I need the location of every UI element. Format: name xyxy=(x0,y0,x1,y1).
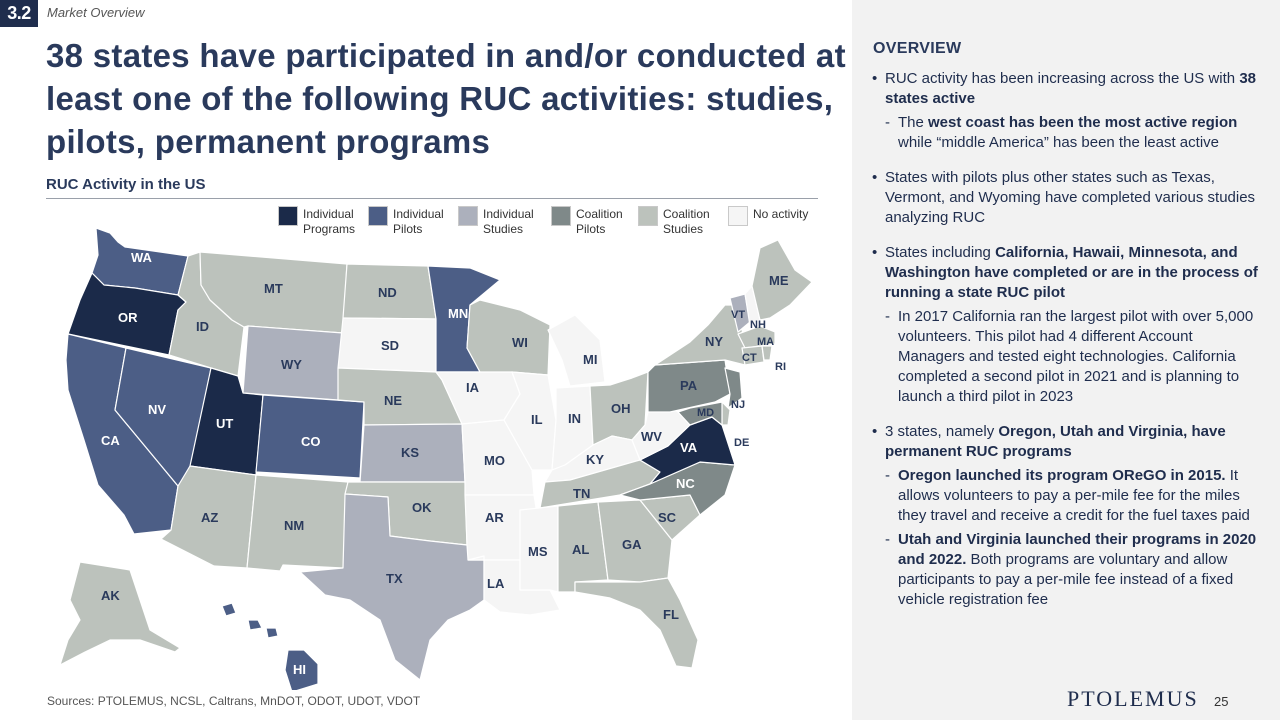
label-md: MD xyxy=(697,407,715,419)
label-ne: NE xyxy=(384,393,403,408)
label-ar: AR xyxy=(485,510,504,525)
overview-sub-west-coast xyxy=(872,113,1262,153)
label-il: IL xyxy=(531,412,543,427)
page-number: 25 xyxy=(1214,694,1229,709)
label-va: VA xyxy=(680,440,698,455)
sources-note: Sources: PTOLEMUS, NCSL, Caltrans, MnDOT, ODOT, UDOT, VDOT xyxy=(47,694,421,708)
sub-bold-text: Oregon launched its program OReGO in 2015. xyxy=(898,467,1226,484)
label-mo: MO xyxy=(484,453,505,468)
overview-bullet-programs xyxy=(872,422,1262,462)
label-vt: VT xyxy=(731,309,746,321)
label-oh: OH xyxy=(611,401,631,416)
label-pa: PA xyxy=(680,378,698,393)
legend-label: Coalition Pilots xyxy=(576,207,623,236)
label-az: AZ xyxy=(201,510,219,525)
label-wi: WI xyxy=(512,335,528,350)
label-ia: IA xyxy=(466,380,479,395)
section-name: Market Overview xyxy=(47,5,145,20)
legend-label: Individual Studies xyxy=(483,207,534,236)
bullet-bold-text: California, Hawaii, Minnesota, and Washington have completed or are in the process of running a state RUC pilot xyxy=(885,244,1258,301)
subtitle-divider xyxy=(46,198,818,199)
state-ri xyxy=(762,346,772,360)
spacer xyxy=(872,157,1262,168)
label-co: CO xyxy=(301,434,321,449)
overview-sub-utah-virginia xyxy=(872,530,1262,610)
label-ut: UT xyxy=(216,416,234,431)
sub-bold-text: west coast has been the most active region xyxy=(928,114,1238,131)
label-fl: FL xyxy=(663,607,679,622)
label-wy: WY xyxy=(281,357,302,372)
label-in: IN xyxy=(568,411,581,426)
map-subtitle: RUC Activity in the US xyxy=(46,176,206,193)
label-wv: WV xyxy=(641,429,662,444)
state-fl xyxy=(575,578,698,668)
label-ok: OK xyxy=(412,500,432,515)
label-ms: MS xyxy=(528,544,548,559)
overview-sub-california xyxy=(872,307,1262,407)
label-or: OR xyxy=(118,310,138,325)
sub-text: while “middle America” has been the least active xyxy=(898,134,1219,151)
overview-notes xyxy=(872,69,1262,614)
label-al: AL xyxy=(572,542,590,557)
spacer xyxy=(872,411,1262,422)
label-tx: TX xyxy=(386,571,403,586)
bullet-bold-text: 38 states active xyxy=(885,70,1257,107)
state-hi-island-2 xyxy=(248,620,262,630)
sub-text: It allows volunteers to pay a per-mile fee for the miles they travel and receive a credit for the fuel taxes paid xyxy=(898,467,1250,524)
bullet-text: States including xyxy=(885,244,996,261)
label-nc: NC xyxy=(676,476,695,491)
us-map xyxy=(0,200,852,690)
sub-text: In 2017 California ran the largest pilot with over 5,000 volunteers. This pilot had 4 different Account Managers and tested eight technologies. California completed a second pilot in 2021 and is planning to launch a third pilot in 2023 xyxy=(898,308,1254,405)
label-ga: GA xyxy=(622,537,642,552)
label-me: ME xyxy=(769,273,789,288)
label-mn: MN xyxy=(448,306,469,321)
state-wi xyxy=(467,300,550,375)
label-ct: CT xyxy=(742,352,757,364)
label-la: LA xyxy=(487,576,505,591)
label-sd: SD xyxy=(381,338,400,353)
sub-bold-text: Utah and Virginia launched their programs in 2020 and 2022. xyxy=(898,531,1257,568)
label-hi: HI xyxy=(293,662,306,677)
label-mt: MT xyxy=(264,281,283,296)
state-hi-island-3 xyxy=(266,628,278,638)
bullet-text: 3 states, namely xyxy=(885,423,999,440)
overview-bullet-pilots xyxy=(872,243,1262,303)
overview-bullet-studies xyxy=(872,168,1262,228)
label-nh: NH xyxy=(750,319,766,331)
ptolemus-logo: PTOLEMUS xyxy=(1067,686,1199,711)
spacer xyxy=(872,232,1262,243)
overview-bullet-activity xyxy=(872,69,1262,109)
sub-text: Both programs are voluntary and allow participants to pay a per-mile fee instead of a fixed vehicle registration fee xyxy=(898,551,1234,608)
label-ny: NY xyxy=(705,334,724,349)
slide-title: 38 states have participated in and/or conducted at least one of the following RUC activities: studies, pilots, permanent programs xyxy=(46,37,846,160)
label-ca: CA xyxy=(101,433,120,448)
sub-text: The xyxy=(898,114,929,131)
bullet-bold-text: Oregon, Utah and Virginia, have permanent RUC programs xyxy=(885,423,1226,460)
label-ma: MA xyxy=(757,336,775,348)
bullet-text: RUC activity has been increasing across the US with xyxy=(885,70,1240,87)
legend-label: Individual Pilots xyxy=(393,207,444,236)
overview-sub-oregon xyxy=(872,466,1262,526)
label-nm: NM xyxy=(284,518,305,533)
label-wa: WA xyxy=(131,250,152,265)
label-nv: NV xyxy=(148,402,167,417)
legend-label: Coalition Studies xyxy=(663,207,710,236)
label-id: ID xyxy=(196,319,209,334)
legend-label: Individual Programs xyxy=(303,207,356,236)
label-tn: TN xyxy=(573,486,591,501)
state-hi-island-1 xyxy=(222,603,236,616)
label-sc: SC xyxy=(658,510,677,525)
label-ky: KY xyxy=(586,452,605,467)
label-ak: AK xyxy=(101,588,120,603)
label-ri: RI xyxy=(775,361,786,373)
us-map-svg xyxy=(0,200,852,690)
label-ks: KS xyxy=(401,445,420,460)
label-nd: ND xyxy=(378,285,397,300)
bullet-text: States with pilots plus other states such as Texas, Vermont, and Wyoming have completed various studies analyzing RUC xyxy=(885,169,1256,226)
label-nj: NJ xyxy=(731,399,746,411)
state-mi xyxy=(548,315,605,386)
legend-label: No activity xyxy=(753,207,809,221)
state-ak xyxy=(60,562,180,665)
label-de: DE xyxy=(734,437,750,449)
section-number-badge: 3.2 xyxy=(0,0,38,27)
label-mi: MI xyxy=(583,352,598,367)
overview-heading: OVERVIEW xyxy=(873,40,962,57)
